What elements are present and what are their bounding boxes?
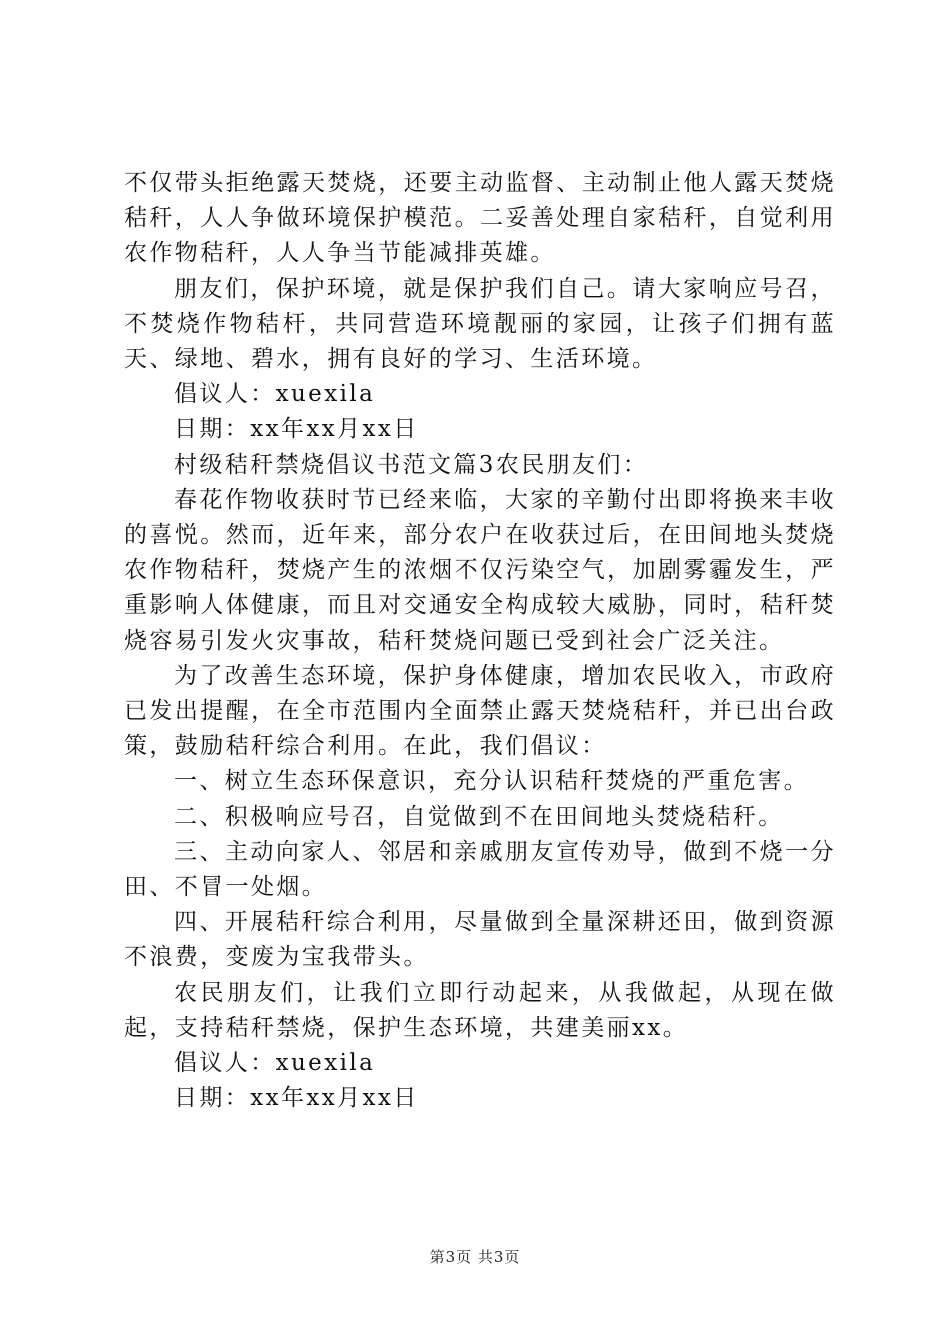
section-heading: 村级秸秆禁烧倡议书范文篇3农民朋友们：: [174, 451, 649, 478]
list-item: 三、主动向家人、邻居和亲戚朋友宣传劝导，做到不烧一分田、不冒一处烟。: [124, 838, 836, 901]
signature-line: 倡议人：xuexila: [174, 381, 376, 408]
date-line: 日期：xx年xx月xx日: [174, 1085, 419, 1112]
list-item: 二、积极响应号召，自觉做到不在田间地头焚烧秸秆。: [174, 803, 784, 830]
paragraph: 不仅带头拒绝露天焚烧，还要主动监督、主动制止他人露天焚烧秸秆，人人争做环境保护模范。二妥善处理自家秸秆，自觉利用农作物秸秆，人人争当节能减排英雄。: [124, 170, 836, 267]
list-item: 一、树立生态环保意识，充分认识秸秆焚烧的严重危害。: [174, 768, 809, 795]
paragraph: 春花作物收获时节已经来临，大家的辛勤付出即将换来丰收的喜悦。然而，近年来，部分农户在收获过后，在田间地头焚烧农作物秸秆，焚烧产生的浓烟不仅污染空气，加剧雾霾发生，严重影响人体健康，而且对交通安全构成较大威胁，同时，秸秆焚烧容易引发火灾事故，秸秆焚烧问题已受到社会广泛关注。: [124, 486, 836, 654]
date-line: 日期：xx年xx月xx日: [174, 416, 419, 443]
list-item: 四、开展秸秆综合利用，尽量做到全量深耕还田，做到资源不浪费，变废为宝我带头。: [124, 909, 836, 971]
paragraph: 为了改善生态环境，保护身体健康，增加农民收入，市政府已发出提醒，在全市范围内全面禁止露天焚烧秸秆，并已出台政策，鼓励秸秆综合利用。在此，我们倡议：: [124, 662, 836, 760]
page-number-footer: 第3页 共3页: [429, 1248, 521, 1266]
paragraph: 农民朋友们，让我们立即行动起来，从我做起，从现在做起，支持秸秆禁烧，保护生态环境，共建美丽xx。: [124, 979, 836, 1041]
document-body: [124, 166, 836, 1116]
paragraph: 朋友们，保护环境，就是保护我们自己。请大家响应号召，不焚烧作物秸杆，共同营造环境靓丽的家园，让孩子们拥有蓝天、绿地、碧水，拥有良好的学习、生活环境。: [124, 275, 836, 373]
signature-line: 倡议人：xuexila: [174, 1050, 376, 1077]
